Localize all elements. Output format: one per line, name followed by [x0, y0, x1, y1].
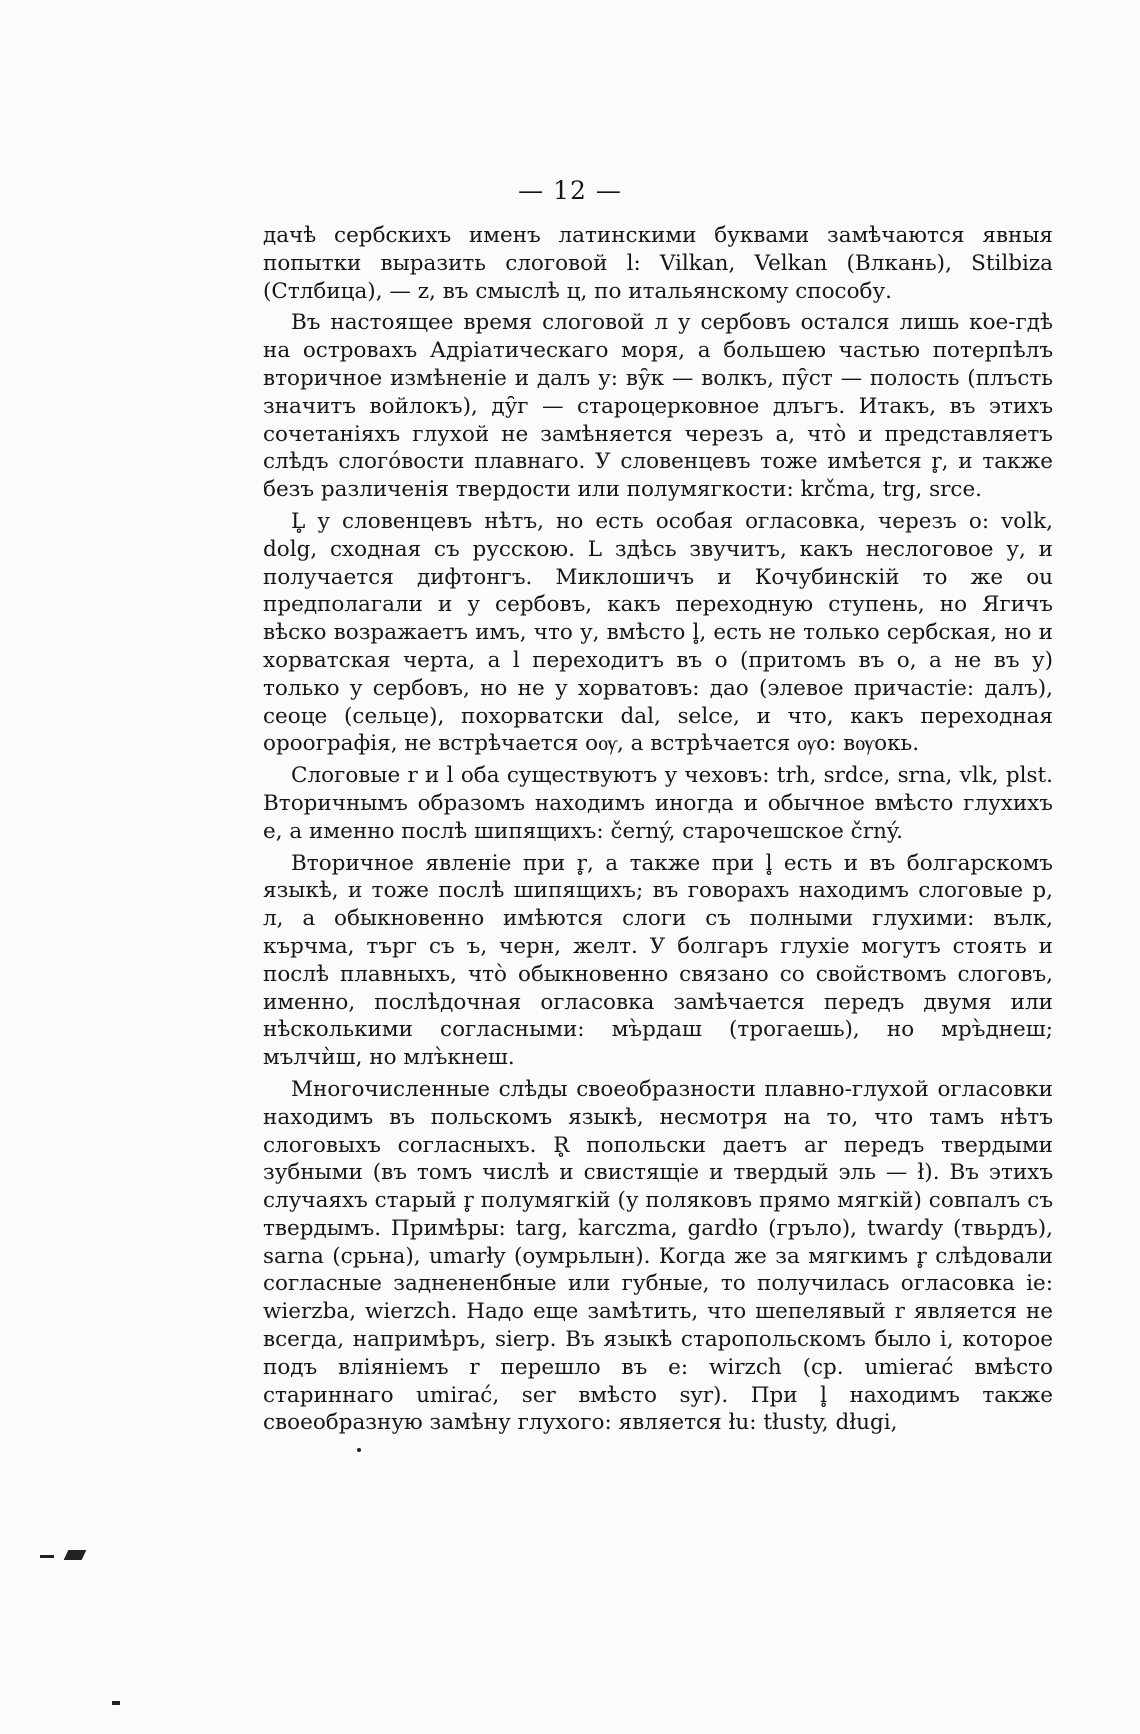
page-number: — 12 — — [518, 176, 622, 205]
paragraph: Въ настоящее время слоговой л у сербовъ остался лишь кое-гдѣ на островахъ Адріатическаго моря, а большею частью потерпѣлъ вторичное измѣненіе и далъ у: ву̑к — волкъ, пу̑ст — полость (плъсть значитъ войлокъ), ду̑г — староцерковное длъгъ. Итакъ, въ этихъ сочетаніяхъ глухой не замѣняется черезъ а, что̀ и представляетъ слѣдъ слого́вости плавнаго. У словенцевъ тоже имѣется r̥, и также безъ различенія твердости или полумягкости: krčma, trg, srce. — [263, 310, 1053, 503]
paragraph: Слоговые r и l оба существуютъ у чеховъ: trh, srdce, srna, vlk, plst. Вторичнымъ образомъ находимъ иногда и обычное вмѣсто глухихъ e, а именно послѣ шипящихъ: černý, старочешское črný. — [263, 763, 1053, 844]
scan-speck — [112, 1701, 120, 1705]
paragraph: Вторичное явленіе при r̥, а также при l̥ есть и въ болгарскомъ языкѣ, и тоже послѣ шипящихъ; въ говорахъ находимъ слоговые р, л, а обыкновенно имѣются слоги съ полными глухими: вълк, кърчма, търг съ ъ, черн, желт. У болгаръ глухіе могутъ стоять и послѣ плавныхъ, что̀ обыкновенно связано со свойствомъ слоговъ, именно, послѣдочная огласовка замѣчается передъ двумя или нѣсколькими согласными: мъ̀рдаш (трогаешь), но мръ̀днеш; мълчѝш, но млъ̀кнеш. — [263, 850, 1053, 1071]
scan-mark — [64, 1550, 87, 1560]
paragraph-continuation: дачѣ сербскихъ именъ латинскими буквами замѣчаются явныя попытки выразить слоговой l: Vilkan, Velkan (Влкань), Stilbiza (Стлбица), — z, въ смыслѣ ц, по итальянскому способу. — [263, 223, 1053, 304]
paragraph: Многочисленные слѣды своеобразности плавно-глухой огласовки находимъ въ польскомъ языкѣ, несмотря на то, что тамъ нѣтъ слоговыхъ согласныхъ. R̥ попольски даетъ ar передъ твердыми зубными (въ томъ числѣ и свистящіе и твердый эль — ł). Въ этихъ случаяхъ старый r̥ полумягкій (у поляковъ прямо мягкій) совпалъ съ твердымъ. Примѣры: targ, karczma, gardło (гръло), twardy (твьрдъ), sarna (срьна), umarły (оумрьлын). Когда же за мягкимъ r̥ слѣдовали согласные заднененбные или губные, то получилась огласовка ie: wierzba, wierzch. Надо еще замѣтить, что шепелявый r является не всегда, напримѣръ, sierp. Въ языкѣ старопольскомъ было i, которое подъ вліяніемъ r перешло въ e: wirzch (ср. umierać вмѣсто стариннаго umirać, ser вмѣсто syr). При l̥ находимъ также своеобразную замѣну глухого: является łu: tłusty, długi, — [263, 1076, 1053, 1436]
scan-mark — [40, 1555, 54, 1558]
paragraph: L̥ у словенцевъ нѣтъ, но есть особая огласовка, черезъ o: volk, dolg, сходная съ русскою. L здѣсь звучитъ, какъ неслоговое у, и получается дифтонгъ. Миклошичъ и Кочубинскій то же ou предполагали и у сербовъ, какъ переходную ступень, но Ягичъ вѣско возражаетъ имъ, что у, вмѣсто l̥, есть не только сербская, но и хорватская черта, а l переходитъ въ o (притомъ въ o, а не въ у) только у сербовъ, но не у хорватовъ: дао (элевое причастіе: далъ), сеоце (сельце), похорватски dal, selce, и что, какъ переходная ороографія, не встрѣчается оѹ, а встрѣчается ѹо: вѹокь. — [263, 508, 1053, 757]
scan-speck — [357, 1448, 361, 1452]
body-text — [263, 222, 1053, 1441]
